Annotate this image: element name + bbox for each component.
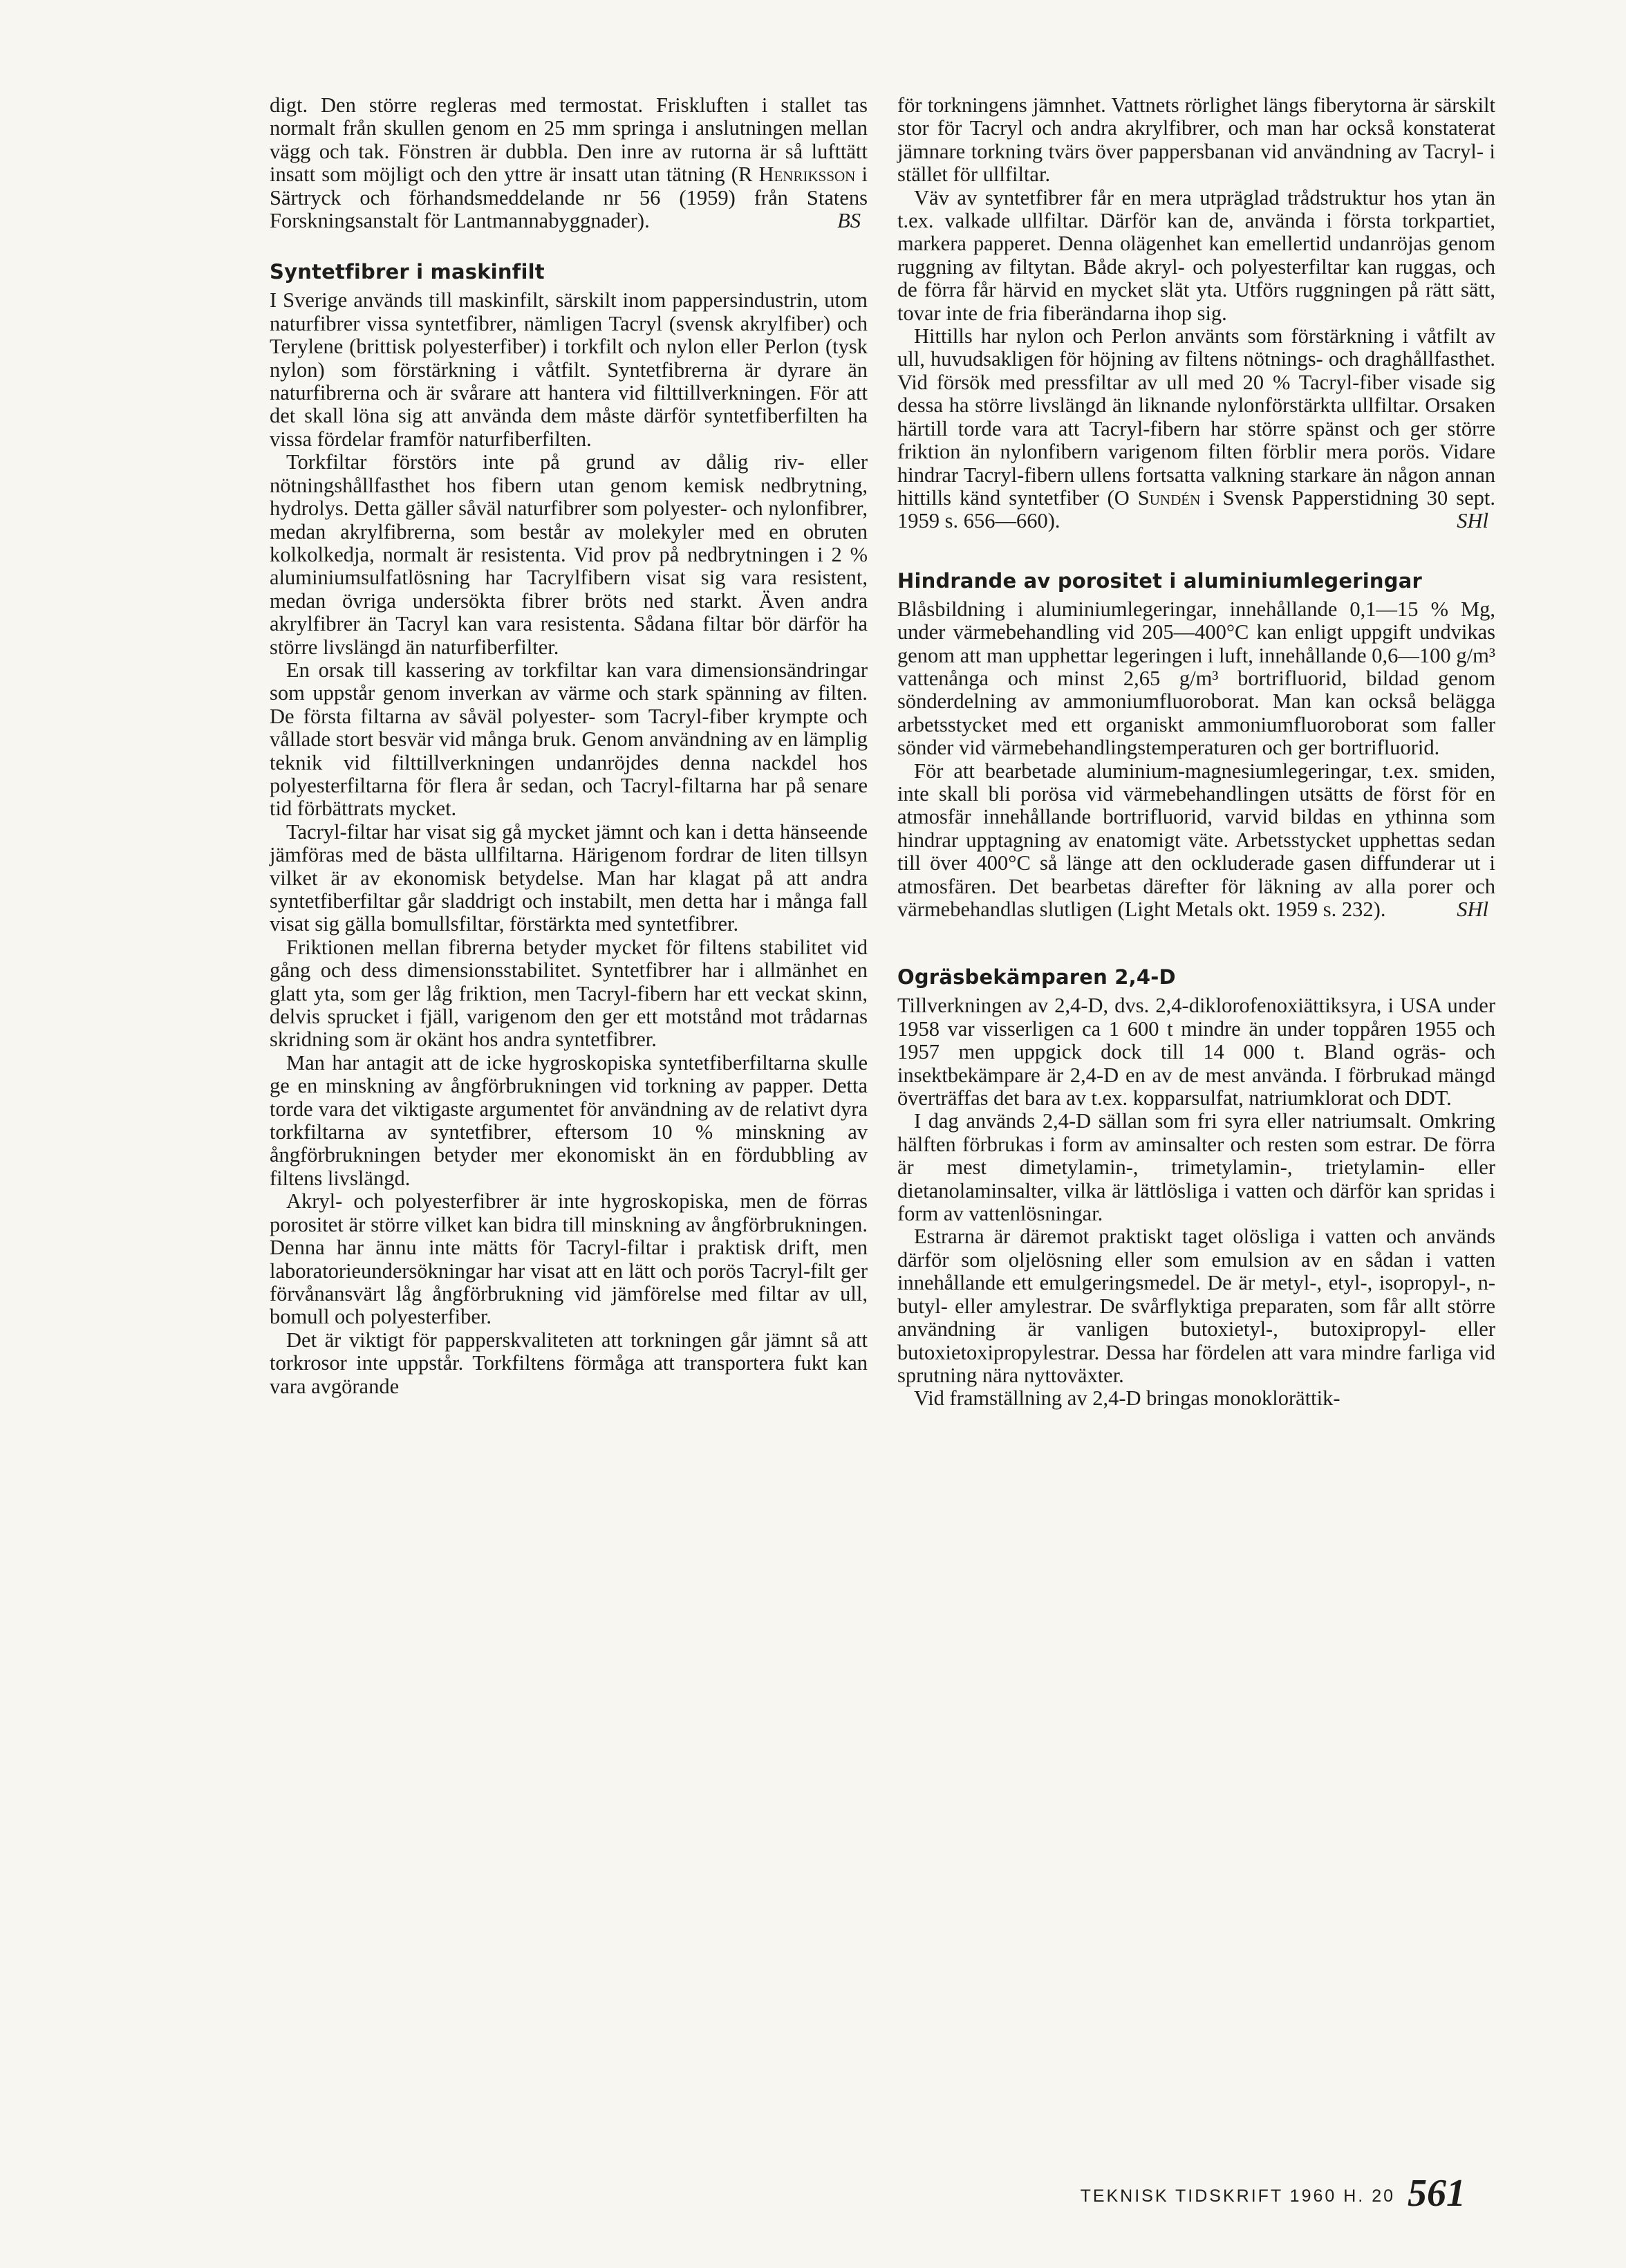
section-heading: Syntetfibrer i maskinfilt [270,260,545,284]
right-column [897,94,1495,1411]
section-heading: Hindrande av porositet i aluminiumlegeringar [897,568,1422,593]
author-name: Sundén [1137,485,1201,510]
page-footer [1023,2171,1466,2215]
section-heading: Ogräsbekämparen 2,4-D [897,965,1176,989]
paragraph: I dag används 2,4-D sällan som fri syra eller natriumsalt. Omkring hälften förbrukas i form av aminsalter och resten som estrar. De förra är mest dimetylamin-, trimetylamin-, trietylamin- eller dietanolaminsalter, vilka är lättlösliga i vatten och därför kan spridas i form av vattenlösningar. [897,1109,1495,1226]
paragraph: Estrarna är däremot praktiskt taget olösliga i vatten och används därför som oljelösning eller som emulsion av en sådan i vatten innehållande ett emulgeringsmedel. De är metyl-, etyl-, isopropyl-, n-butyl- eller amylestrar. De svårflyktiga preparaten, som får allt större användning är vanligen butoxietyl-, butoxipropyl- eller butoxietoxipropylestrar. Dessa har fördelen att vara mindre farliga vid sprutning nära nyttoväxter. [897,1225,1495,1387]
left-column [270,94,868,1398]
paragraph: Tillverkningen av 2,4-D, dvs. 2,4-diklorofenoxiättiksyra, i USA under 1958 var visserligen ca 1 600 t mindre än under toppåren 1955 och 1957 men uppgick dock till 14 000 t. Bland ogräs- och insektbekämpare är 2,4-D en av de mest använda. I förbrukad mängd överträffas det bara av t.ex. kopparsulfat, natriumklorat och DDT. [897,994,1495,1110]
signature: SHl [1457,898,1488,921]
paragraph: Det är viktigt för papperskvaliteten att torkningen går jämnt så att torkrosor inte uppstår. Torkfiltens förmåga att transportera fukt kan vara avgörande [270,1328,868,1398]
paragraph: Friktionen mellan fibrerna betyder mycket för filtens stabilitet vid gång och dess dimensionsstabilitet. Syntetfibrer har i allmänhet en glatt yta, som ger låg friktion, men Tacryl-fibern har ett veckat skinn, delvis sprucket i fjäll, varigenom den ger ett motstånd mot trådarnas skridning som är okänt hos andra syntetfibrer. [270,935,868,1052]
paragraph: Hittills har nylon och Perlon använts som förstärkning i våtfilt av ull, huvudsakligen för höjning av filtens nötnings- och draghållfasthet. Vid försök med pressfiltar av ull med 20 % Tacryl-fiber visade sig dessa ha större livslängd än liknande nylonförstärkta ullfiltar. Orsaken härtill torde vara att Tacryl-fibern har större spänst och ger större friktion än nylonfibern varigenom filten förblir mera porös. Vidare hindrar Tacryl-fibern ullens fortsatta valkning starkare än någon annan hittills känd syntetfiber (O Sundén i Svensk Papperstidning 30 sept. 1959 s. 656—660). SHl [897,324,1495,533]
paragraph: Blåsbildning i aluminiumlegeringar, innehållande 0,1—15 % Mg, under värmebehandling vid 205—400°C kan enligt uppgift undvikas genom att man upphettar legeringen i luft, innehållande 0,6—100 g/m³ vattenånga och minst 2,65 g/m³ bortrifluorid, bildad genom sönderdelning av ammoniumfluoroborat. Man kan också belägga arbetsstycket med ett organiskt ammoniumfluoroborat som faller sönder vid värmebehandlingstemperaturen och ger bortrifluorid. [897,597,1495,760]
page-number: 561 [1408,2172,1466,2215]
paragraph: Akryl- och polyesterfibrer är inte hygroskopiska, men de förras porositet är större vilket kan bidra till minskning av ångförbrukningen. Denna har ännu inte mätts för Tacryl-filtar i praktisk drift, men laboratorieundersökningar har visat att en lätt och porös Tacryl-filt ger förvånansvärt låg ångförbrukning vid jämförelse med filtar av ull, bomull och polyesterfiber. [270,1189,868,1329]
paragraph: För att bearbetade aluminium-magnesiumlegeringar, t.ex. smiden, inte skall bli porösa vid värmebehandlingen utsätts de först för en atmosfär innehållande bortrifluorid, varvid bildas en ythinna som hindrar upptagning av enatomigt väte. Arbetsstycket upphettas sedan till över 400°C så länge att den ockluderade gasen diffunderar ut i atmosfären. Det bearbetas därefter för läkning av alla porer och värmebehandlas slutligen (Light Metals okt. 1959 s. 232). SHl [897,759,1495,921]
signature: SHl [1457,509,1488,533]
paragraph: Torkfiltar förstörs inte på grund av dålig riv- eller nötningshållfasthet hos fibern utan genom kemisk nedbrytning, hydrolys. Detta gäller såväl naturfibrer som polyester- och nylonfibrer, medan akrylfibrerna, som består av molekyler med en obruten kolkolkedja, normalt är resistenta. Vid prov på nedbrytningen i 2 % aluminiumsulfatlösning har Tacrylfibern visat sig vara resistent, medan övriga undersökta fibrer bröts ned starkt. Även andra akrylfibrer än Tacryl kan vara resistenta. Sådana filtar bör därför ha större livslängd än naturfiberfilter. [270,450,868,659]
paragraph: Väv av syntetfibrer får en mera utpräglad trådstruktur hos ytan än t.ex. valkade ullfiltar. Därför kan de, använda i första torkpartiet, markera papperet. Denna olägenhet kan emellertid undanröjas genom ruggning av filtytan. Både akryl- och polyesterfiltar kan ruggas, och de förra får härvid en mycket slät yta. Utförs ruggningen på rätt sätt, tovar inte de fria fiberändarna ihop sig. [897,185,1495,325]
paragraph: digt. Den större regleras med termostat. Friskluften i stallet tas normalt från skullen genom en 25 mm springa i anslutningen mellan vägg och tak. Fönstren är dubbla. Den inre av rutorna är så lufttätt insatt som möjligt och den yttre är insatt utan tätning (R Henriksson i Särtryck och förhandsmeddelande nr 56 (1959) från Statens Forskningsanstalt för Lantmannabyggnader). BS [270,93,868,233]
paragraph: En orsak till kassering av torkfiltar kan vara dimensionsändringar som uppstår genom inverkan av värme och stark spänning av filten. De första filtarna av såväl polyester- som Tacryl-fiber krympte och vållade stort besvär vid många bruk. Genom användning av en lämplig teknik vid filttillverkningen undanröjdes denna nackdel hos polyesterfiltarna för flera år sedan, och Tacryl-filtarna har på senare tid förbättrats mycket. [270,658,868,821]
paragraph: I Sverige används till maskinfilt, särskilt inom pappersindustrin, utom naturfibrer vissa syntetfibrer, nämligen Tacryl (svensk akrylfiber) och Terylene (brittisk polyesterfiber) i torkfilt och nylon eller Perlon (tysk nylon) som förstärkning i våtfilt. Syntetfibrerna är dyrare än naturfibrerna och är svårare att hantera vid filttillverkningen. För att det skall löna sig att använda dem måste därför syntetfiberfilten ha vissa fördelar framför naturfiberfilten. [270,288,868,451]
magazine-title: TEKNISK TIDSKRIFT 1960 H. 20 [1080,2186,1395,2206]
author-name: R Henriksson [738,162,856,187]
paragraph: för torkningens jämnhet. Vattnets rörlighet längs fiberytorna är särskilt stor för Tacryl och andra akrylfibrer, och man har också konstaterat jämnare torkning tvärs över pappersbanan vid användning av Tacryl- i stället för ullfiltar. [897,93,1495,187]
paragraph: Man har antagit att de icke hygroskopiska syntetfiberfiltarna skulle ge en minskning av ångförbrukningen vid torkning av papper. Detta torde vara det viktigaste argumentet för användning av de relativt dyra torkfiltarna av syntetfibrer, eftersom 10 % minskning av ångförbrukningen betyder mer ekonomiskt än en fördubbling av filtens livslängd. [270,1050,868,1190]
paragraph: Vid framställning av 2,4-D bringas monoklorättik- [914,1386,1340,1411]
paragraph: Tacryl-filtar har visat sig gå mycket jämnt och kan i detta hänseende jämföras med de bästa ullfiltarna. Härigenom fordrar de liten tillsyn vilket är av ekonomisk betydelse. Man har klagat på att andra syntetfiberfiltar går sladdrigt och instabilt, men detta har i många fall visat sig gälla bomullsfiltar, förstärkta med syntetfibrer. [270,819,868,936]
signature: BS [837,209,861,233]
